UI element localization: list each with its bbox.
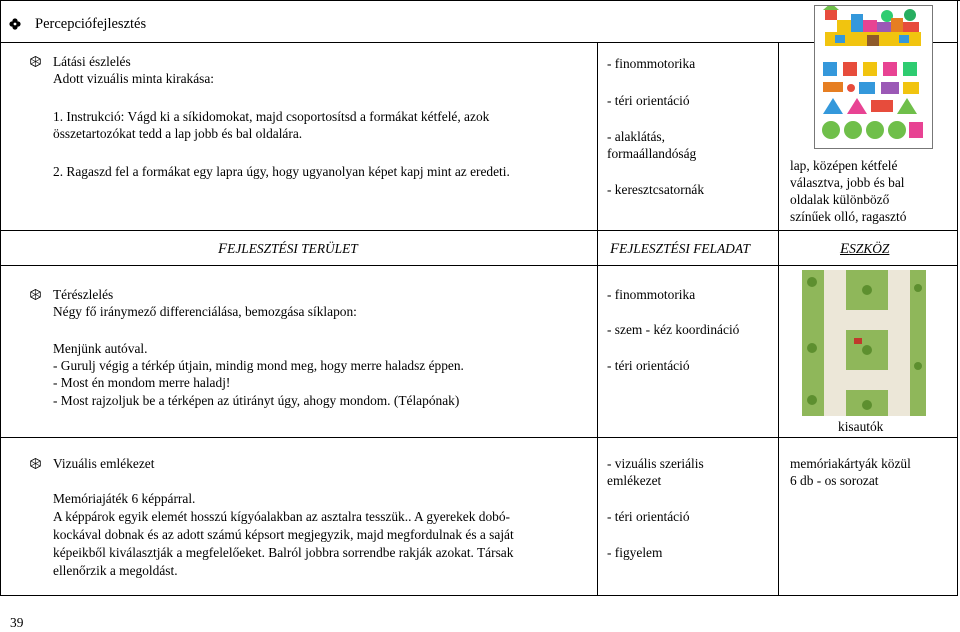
row1-task-2: - téri orientáció (607, 93, 690, 108)
row2-subtitle: Négy fő iránymező differenciálása, bemozgása síklapon: (53, 304, 357, 319)
header-row-bottom-divider (0, 265, 958, 266)
row1-subtitle: Adott vizuális minta kirakása: (53, 71, 215, 86)
column-divider-1 (597, 43, 598, 596)
row1-tool-line-3: oldalak különböző (790, 192, 890, 207)
row1-item1-line1: 1. Instrukció: Vágd ki a síkidomokat, majd csoportosítsd a formákat kétfelé, azok (53, 109, 490, 124)
row1-tool-line-2: választva, jobb és bal (790, 175, 905, 190)
row2-task-3: - téri orientáció (607, 358, 690, 373)
table-bottom-border (0, 595, 958, 596)
road-map-image (802, 270, 926, 416)
row3-task-1: - vizuális szeriális (607, 456, 704, 471)
row1-task-4: formaállandóság (607, 146, 697, 161)
table-left-border (0, 0, 1, 596)
row3-line-4: képeikből kiválasztják a megfelelőeket. Balról jobbra sorrendbe rakják azokat. Társak (53, 545, 514, 560)
flower-bullet-icon (9, 18, 21, 30)
row2-line-4: - Most rajzoljuk be a térképen az útirányt úgy, ahogy mondom. (Télapónak) (53, 393, 460, 408)
header-development-area: FEJLESZTÉSI TERÜLET (218, 241, 358, 257)
header-row-top-divider (0, 230, 958, 231)
row3-line-3: kockával dobnak és az adott számú képsort megjegyzik, majd megfordulnak és a saját (53, 527, 514, 542)
row2-tool: kisautók (838, 419, 884, 434)
row1-tool-line-1: lap, középen kétfelé (790, 158, 898, 173)
row3-line-5: ellenőrzik a megoldást. (53, 563, 178, 578)
row2-line-3: - Most én mondom merre haladj! (53, 375, 231, 390)
hexagon-bullet-icon (30, 55, 41, 66)
page-number: 39 (10, 615, 24, 630)
row3-task-4: - figyelem (607, 545, 663, 560)
row3-title: Vizuális emlékezet (53, 456, 155, 471)
row2-title: Térészlelés (53, 287, 114, 302)
row2-bottom-divider (0, 437, 958, 438)
row3-line-1: Memóriajáték 6 képpárral. (53, 491, 196, 506)
row1-task-1: - finommotorika (607, 56, 696, 71)
row2-line-1: Menjünk autóval. (53, 341, 148, 356)
row2-task-1: - finommotorika (607, 287, 696, 302)
row2-task-2: - szem - kéz koordináció (607, 322, 740, 337)
header-tool: ESZKÖZ (840, 241, 890, 257)
row1-tool-line-4: színűek olló, ragasztó (790, 209, 907, 224)
row3-tool-line-1: memóriakártyák közül (790, 456, 911, 471)
row3-task-3: - téri orientáció (607, 509, 690, 524)
row1-task-3: - alaklátás, (607, 129, 665, 144)
column-divider-2 (778, 43, 779, 596)
row1-item2: 2. Ragaszd fel a formákat egy lapra úgy, hogy ugyanolyan képet kapj mint az eredeti. (53, 164, 510, 179)
row1-item1-line2: összetartozókat tedd a lap jobb és bal oldalára. (53, 126, 303, 141)
row1-task-5: - keresztcsatornák (607, 182, 705, 197)
header-development-task: FEJLESZTÉSI FELADAT (610, 241, 750, 257)
row3-tool-line-2: 6 db - os sorozat (790, 473, 879, 488)
table-top-border (0, 0, 960, 1)
section-title: Percepciófejlesztés (35, 16, 147, 32)
hexagon-bullet-icon (30, 457, 41, 468)
shapes-worksheet-image (814, 5, 933, 149)
row3-line-2: A képpárok egyik elemét hosszú kígyóalakban az asztalra tesszük.. A gyerekek dobó- (53, 509, 510, 524)
table-right-border (957, 0, 958, 596)
hexagon-bullet-icon (30, 288, 41, 299)
row2-line-2: - Gurulj végig a térkép útjain, mindig mond meg, hogy merre haladsz éppen. (53, 358, 464, 373)
row3-task-2: emlékezet (607, 473, 662, 488)
row1-title: Látási észlelés (53, 54, 131, 69)
